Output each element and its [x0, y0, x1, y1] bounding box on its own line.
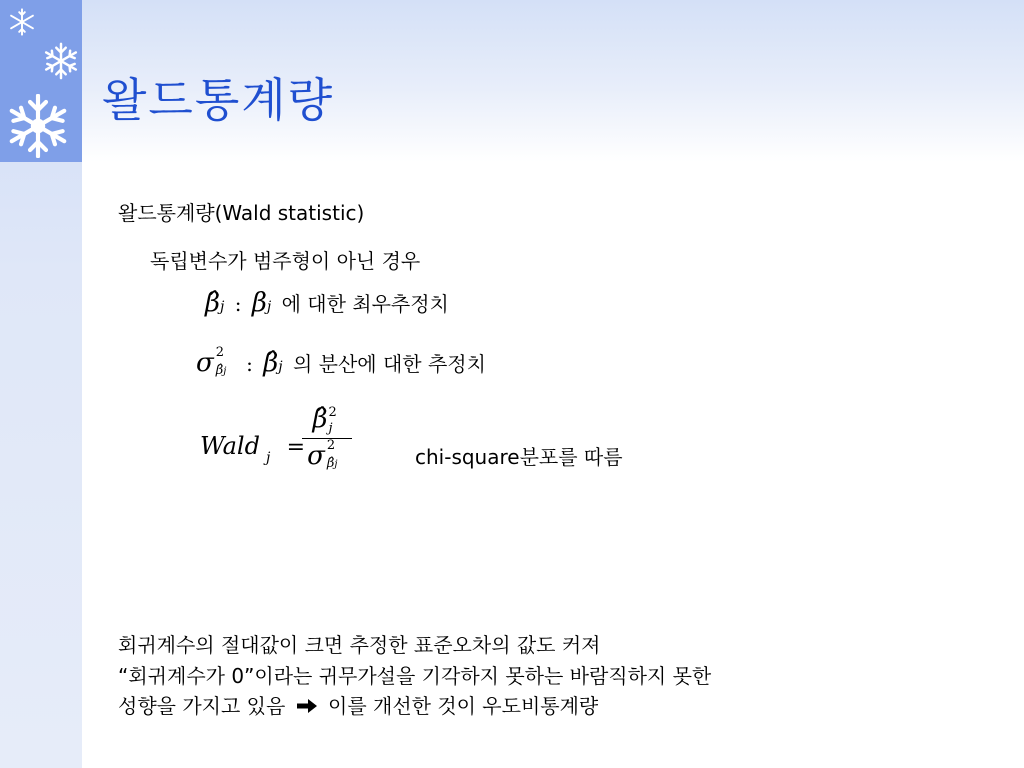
beta-hat-definition: β̂j : βj 에 대한 최우추정치 [205, 288, 449, 318]
section-heading: 왈드통계량(Wald statistic) [118, 201, 365, 225]
wald-formula: Wald $_j$ = [200, 432, 306, 466]
snowflake-icon [6, 94, 70, 158]
condition-text: 독립변수가 범주형이 아닌 경우 [150, 249, 421, 273]
sigma-definition: σ 2 β̂j : β̂j 의 분산에 대한 추정치 [196, 344, 486, 378]
page-title: 왈드통계량 [102, 73, 335, 127]
arrow-right-icon [296, 698, 318, 714]
wald-fraction: β̂ 2 j σ 2 β̂j [302, 404, 352, 474]
definition-text: 의 분산에 대한 추정치 [292, 352, 486, 376]
note-line-3 [118, 690, 598, 719]
snowflake-icon [42, 42, 80, 80]
note-line-3-a: 성향을 가지고 있음 [118, 694, 286, 718]
snowflake-icon [8, 8, 36, 36]
definition-text: 에 대한 최우추정치 [281, 292, 449, 316]
note-line-1: 회귀계수의 절대값이 크면 추정한 표준오차의 값도 커져 [118, 633, 601, 657]
formula-label: Wald [200, 432, 260, 460]
note-line-3-b: 이를 개선한 것이 우도비통계량 [328, 694, 599, 718]
note-line-2: “회귀계수가 0”이라는 귀무가설을 기각하지 못하는 바람직하지 못한 [118, 664, 712, 688]
distribution-text: chi-square분포를 따름 [415, 445, 623, 469]
